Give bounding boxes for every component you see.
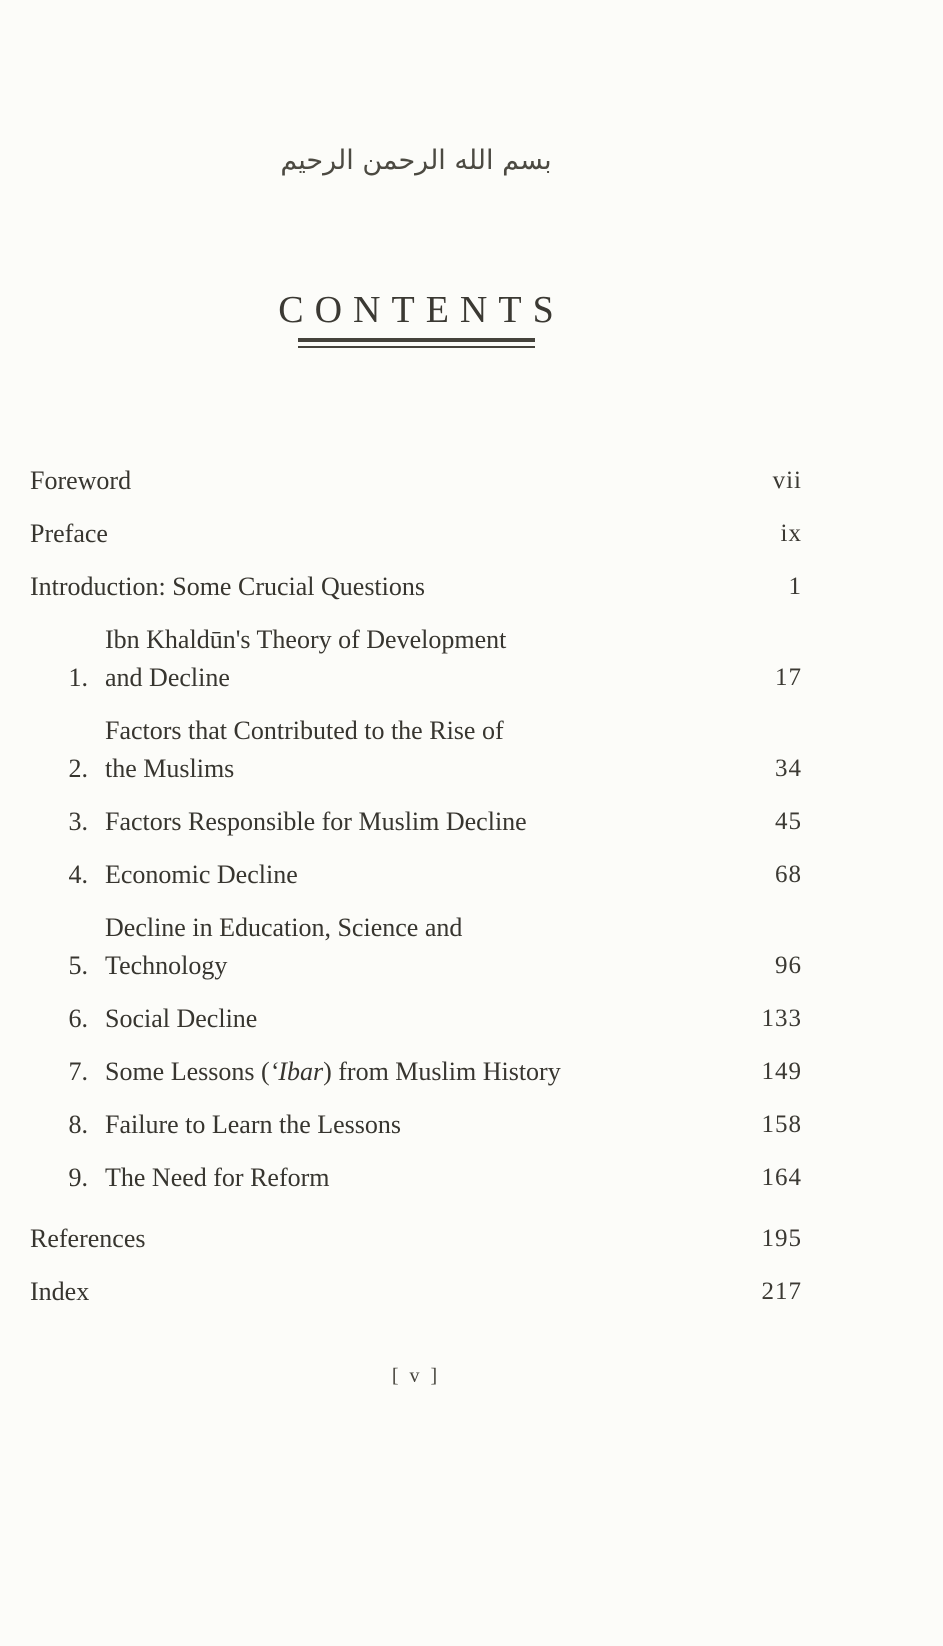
chapter-number: 8.: [68, 1110, 88, 1139]
toc-entry-foreword: [30, 462, 802, 500]
chapter-title-line: Social Decline: [105, 1004, 258, 1033]
entry-label: Foreword: [30, 466, 132, 495]
chapter-number: 4.: [68, 860, 88, 889]
toc-entry-introduction: [30, 568, 802, 606]
entry-page-number: 217: [761, 1278, 802, 1305]
entry-label: References: [30, 1224, 146, 1253]
chapter-title: [105, 803, 527, 841]
entry-page-number: 17: [775, 664, 802, 691]
chapter-number: 7.: [68, 1057, 88, 1086]
title-text: Some Lessons (: [105, 1057, 270, 1086]
entry-label: Introduction: Some Crucial Questions: [30, 572, 426, 601]
chapter-title: [105, 1053, 561, 1091]
toc-entry-chapter-6: [30, 1000, 802, 1038]
entry-page-number: 164: [761, 1164, 802, 1191]
entry-label: Preface: [30, 519, 108, 548]
entry-page-number: 68: [775, 861, 802, 888]
entry-page-number: 34: [775, 755, 802, 782]
entry-page-number: vii: [772, 467, 802, 494]
chapter-title-line: Factors Responsible for Muslim Decline: [105, 807, 527, 836]
title-underline: [298, 338, 535, 348]
chapter-number: 6.: [68, 1004, 88, 1033]
page-number-footer: [ v ]: [391, 1365, 441, 1387]
chapter-title-line: Failure to Learn the Lessons: [105, 1110, 402, 1139]
chapter-title-line: [105, 1053, 561, 1091]
toc-back-matter: [30, 1220, 802, 1311]
chapter-title-line: the Muslims: [105, 754, 235, 783]
entry-page-number: ix: [780, 520, 802, 547]
toc-front-matter: [30, 462, 802, 606]
entry-page-number: 158: [761, 1111, 802, 1138]
title-text: ) from Muslim History: [323, 1057, 561, 1086]
chapter-number: 1.: [68, 663, 88, 692]
toc-entry-chapter-7: [30, 1053, 802, 1091]
chapter-title: [105, 621, 506, 697]
toc-entry-chapter-2: [30, 712, 802, 788]
chapter-title: [105, 909, 462, 985]
toc-entry-chapter-4: [30, 856, 802, 894]
chapter-title-line: The Need for Reform: [105, 1163, 330, 1192]
entry-label: Index: [30, 1277, 90, 1306]
toc-entry-index: [30, 1273, 802, 1311]
chapter-number: 2.: [68, 754, 88, 783]
toc-entry-chapter-1: [30, 621, 802, 697]
toc-entry-chapter-5: [30, 909, 802, 985]
title-block: [30, 287, 802, 348]
chapter-number: 9.: [68, 1163, 88, 1192]
toc-entry-chapter-8: [30, 1106, 802, 1144]
toc-entry-preface: [30, 515, 802, 553]
chapter-number: 5.: [68, 951, 88, 980]
title-italic-text: ‘Ibar: [269, 1057, 324, 1086]
contents-title: CONTENTS: [278, 289, 565, 331]
chapter-title-line: Factors that Contributed to the Rise of: [105, 716, 504, 745]
chapter-number: 3.: [68, 807, 88, 836]
chapter-title: [105, 1106, 401, 1144]
chapter-title-line: Decline in Education, Science and: [105, 913, 463, 942]
chapter-title: [105, 1000, 257, 1038]
chapter-title-line: Economic Decline: [105, 860, 298, 889]
entry-page-number: 1: [788, 573, 802, 600]
toc-entry-chapter-9: [30, 1159, 802, 1197]
entry-page-number: 96: [775, 952, 802, 979]
chapter-title-line: Ibn Khaldūn's Theory of Development: [105, 625, 507, 654]
entry-page-number: 133: [761, 1005, 802, 1032]
chapter-title: [105, 1159, 330, 1197]
bismillah-calligraphy: بسم الله الرحمن الرحيم: [280, 145, 552, 176]
entry-page-number: 195: [761, 1225, 802, 1252]
entry-page-number: 45: [775, 808, 802, 835]
toc-entry-references: [30, 1220, 802, 1258]
toc-chapters: [30, 621, 802, 1197]
page-content: [30, 0, 802, 1391]
entry-page-number: 149: [761, 1058, 802, 1085]
chapter-title-line: Technology: [105, 951, 228, 980]
chapter-title: [105, 856, 298, 894]
chapter-title-line: and Decline: [105, 663, 230, 692]
chapter-title: [105, 712, 504, 788]
toc-entry-chapter-3: [30, 803, 802, 841]
